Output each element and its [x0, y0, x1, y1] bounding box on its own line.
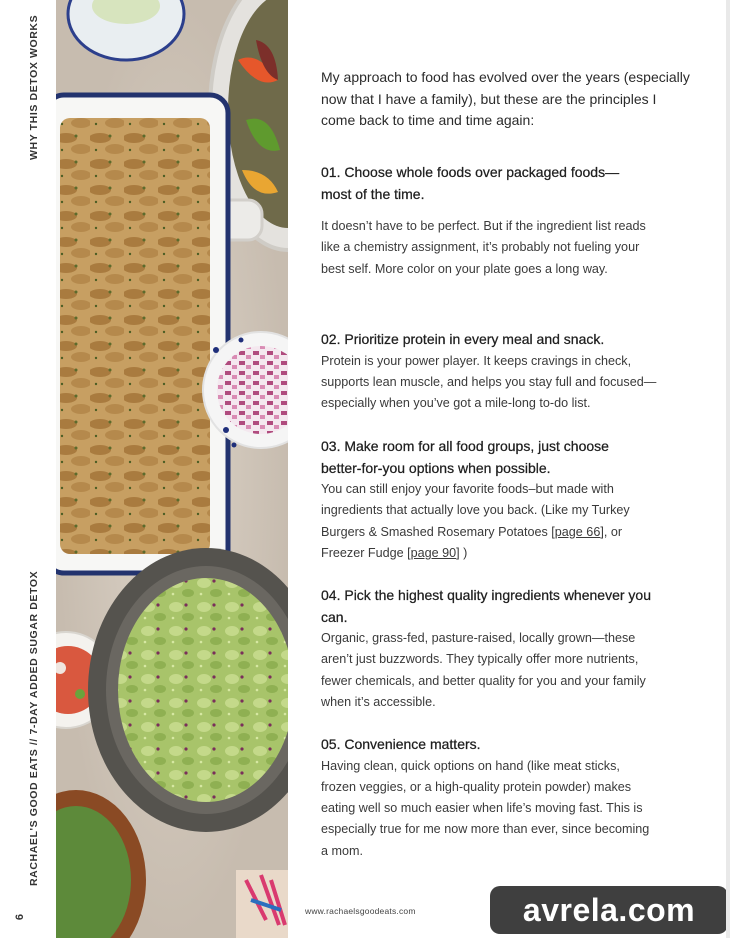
principle-01 — [321, 162, 686, 280]
food-photo — [56, 0, 288, 938]
principle-04-heading: 04. Pick the highest quality ingredients whenever you can. — [321, 587, 651, 625]
principle-05-heading: 05. Convenience matters. — [321, 736, 481, 752]
section-label: WHY THIS DETOX WORKS — [28, 14, 40, 160]
principle-03-body-middle: ], or Freezer Fudge [ — [321, 524, 623, 560]
principle-02-heading: 02. Prioritize protein in every meal and snack. — [321, 331, 605, 347]
food-photo-illustration — [56, 0, 288, 938]
page-edge — [726, 0, 730, 938]
book-title-label: RACHAEL'S GOOD EATS // 7-DAY ADDED SUGAR DETOX — [28, 570, 40, 886]
principle-03-body-end: ] ) — [456, 545, 468, 560]
principle-04 — [321, 585, 686, 713]
principle-05-body: Having clean, quick options on hand (like meat sticks, frozen veggies, or a high-quality protein powder) makes eating well so much easier when life’s moving fast. This is especially true for me now more than ever, since becoming a mom. — [321, 758, 650, 858]
page-66-link[interactable]: page 66 — [554, 524, 601, 539]
principle-03-body — [321, 479, 646, 564]
page-number: 6 — [14, 913, 27, 921]
footer-website[interactable]: www.rachaelsgoodeats.com — [305, 906, 416, 916]
principle-02-body: Protein is your power player. It keeps cravings in check, supports lean muscle, and helps you stay full and focused—especially when you’ve got a mile-long to-do list. — [321, 353, 657, 411]
principle-03-heading: 03. Make room for all food groups, just choose better-for-you options when possible. — [321, 438, 609, 476]
side-strip — [0, 0, 56, 938]
principle-05 — [321, 734, 686, 862]
page-90-link[interactable]: page 90 — [410, 545, 457, 560]
principle-03 — [321, 436, 686, 564]
principle-01-body: It doesn’t have to be perfect. But if the ingredient list reads like a chemistry assignment, it’s probably not fueling your best self. More color on your plate goes a long way. — [321, 219, 646, 276]
principle-04-body: Organic, grass-fed, pasture-raised, locally grown—these aren’t just buzzwords. They typically offer more nutrients, fewer chemicals, and better quality for you and your family when it’s accessible. — [321, 631, 646, 709]
principle-03-body-text: You can still enjoy your favorite foods–but made with ingredients that actually love you back. (Like my Turkey Burgers & Smashed Rosemary Potatoes [ — [321, 482, 630, 539]
principle-02 — [321, 329, 686, 414]
intro-paragraph: My approach to food has evolved over the years (especially now that I have a family), but these are the principles I come back to time and time again: — [321, 69, 690, 128]
principle-01-heading: 01. Choose whole foods over packaged foods—most of the time. — [321, 164, 620, 202]
watermark-badge: avrela.com — [490, 886, 728, 934]
